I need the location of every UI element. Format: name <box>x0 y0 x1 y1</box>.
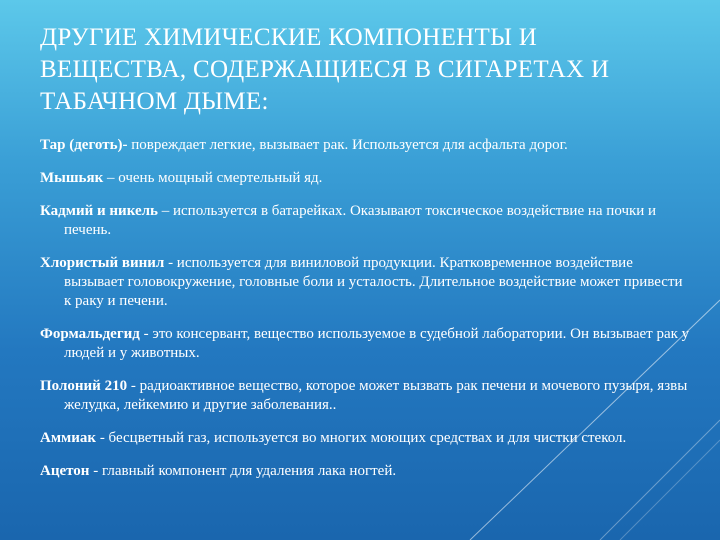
list-item <box>40 325 690 363</box>
components-list <box>40 136 690 481</box>
item-text: - используется для виниловой продукции. Кратковременное воздействие вызывает головокружение, головные боли и усталость. Длительное воздействие может привести к раку и печени. <box>64 255 683 309</box>
item-term: Хлористый винил <box>40 255 165 271</box>
item-text: – очень мощный смертельный яд. <box>103 170 323 186</box>
list-item <box>40 254 690 311</box>
item-text: - это консервант, вещество используемое в судебной лаборатории. Он вызывает рак у людей и у животных. <box>64 326 690 361</box>
item-text: - бесцветный газ, используется во многих моющих средствах и для чистки стекол. <box>96 430 627 446</box>
list-item <box>40 169 690 188</box>
list-item <box>40 202 690 240</box>
item-term: Формальдегид <box>40 326 140 342</box>
list-item <box>40 429 690 448</box>
list-item <box>40 136 690 155</box>
item-text: повреждает легкие, вызывает рак. Используется для асфальта дорог. <box>127 137 568 153</box>
item-text: - главный компонент для удаления лака ногтей. <box>89 463 397 479</box>
item-text: - радиоактивное вещество, которое может вызвать рак печени и мочевого пузыря, язвы желудка, лейкемию и другие заболевания.. <box>64 378 688 413</box>
item-term: Тар (деготь)- <box>40 137 128 153</box>
item-term: Аммиак <box>40 430 97 446</box>
item-term: Кадмий и никель <box>40 203 158 219</box>
list-item <box>40 377 690 415</box>
item-text: – используется в батарейках. Оказывают токсическое воздействие на почки и печень. <box>64 203 657 238</box>
list-item <box>40 462 690 481</box>
item-term: Мышьяк <box>40 170 104 186</box>
item-term: Ацетон <box>40 463 90 479</box>
item-term: Полоний 210 <box>40 378 128 394</box>
slide-title: ДРУГИЕ ХИМИЧЕСКИЕ КОМПОНЕНТЫ И ВЕЩЕСТВА, СОДЕРЖАЩИЕСЯ В СИГАРЕТАХ И ТАБАЧНОМ ДЫМЕ: <box>40 24 610 115</box>
